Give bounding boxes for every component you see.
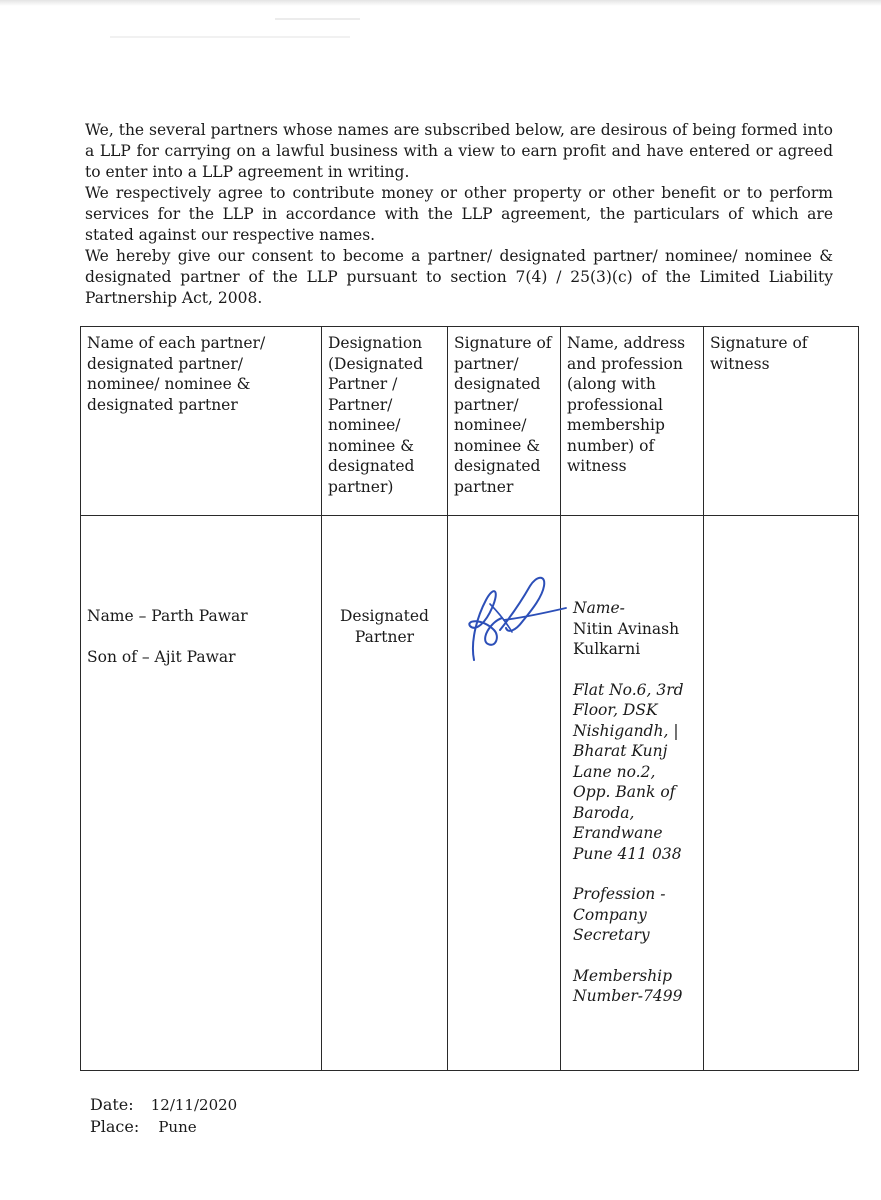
place-value: Pune (158, 1118, 197, 1136)
partner-son-of: Son of – Ajit Pawar (87, 647, 236, 666)
declaration-text (85, 120, 833, 309)
header-designation: Designation (Designated Partner / Partner/ nominee/ nominee & designated partner) (322, 327, 448, 516)
header-witness-signature: Signature of witness (704, 327, 859, 516)
page-top-edge (0, 0, 881, 6)
witness-signature-cell (704, 516, 859, 1071)
table-row (81, 516, 859, 1071)
declaration-paragraph-2: We respectively agree to contribute money or other property or other benefit or to perform services for the LLP in accordance with the LLP agreement, the particulars of which are stated against our respective names. (85, 184, 833, 244)
faint-header-marks (110, 14, 360, 42)
partner-signature-cell (448, 516, 561, 1071)
partner-name: Name – Parth Pawar (87, 607, 248, 625)
place-label: Place: (90, 1117, 140, 1136)
partners-consent-table (80, 326, 859, 1071)
header-partner-signature: Signature of partner/ designated partner/ nominee/ nominee & designated partner (448, 327, 561, 516)
date-value: 12/11/2020 (150, 1096, 238, 1114)
witness-profession: Profession - Company Secretary (573, 885, 666, 944)
partner-signature-image (460, 560, 570, 670)
designation-value: Designated Partner (340, 607, 429, 646)
witness-details-cell (561, 516, 704, 1071)
table-header-row (81, 327, 859, 516)
declaration-paragraph-3: We hereby give our consent to become a partner/ designated partner/ nominee/ nominee & designated partner of the LLP pursuant to section 7(4) / 25(3)(c) of the Limited Liability Partnership Act, 2008. (85, 247, 833, 307)
witness-membership: Membership Number-7499 (573, 966, 683, 1005)
partner-name-cell (81, 516, 322, 1071)
witness-name-label: Name- (573, 599, 625, 617)
date-label: Date: (90, 1095, 134, 1114)
header-partner-name: Name of each partner/ designated partner/ nominee/ nominee & designated partner (81, 327, 322, 516)
designation-cell (322, 516, 448, 1071)
document-footer (90, 1094, 237, 1138)
declaration-paragraph-1: We, the several partners whose names are subscribed below, are desirous of being formed into a LLP for carrying on a lawful business with a view to earn profit and have entered or agreed to enter into a LLP agreement in writing. (85, 121, 833, 181)
witness-name: Nitin Avinash Kulkarni (573, 619, 680, 658)
header-witness-details: Name, address and profession (along with professional membership number) of witness (561, 327, 704, 516)
witness-address: Flat No.6, 3rd Floor, DSK Nishigandh, | Bharat Kunj Lane no.2, Opp. Bank of Baroda, Erandwane Pune 411 038 (573, 680, 684, 863)
